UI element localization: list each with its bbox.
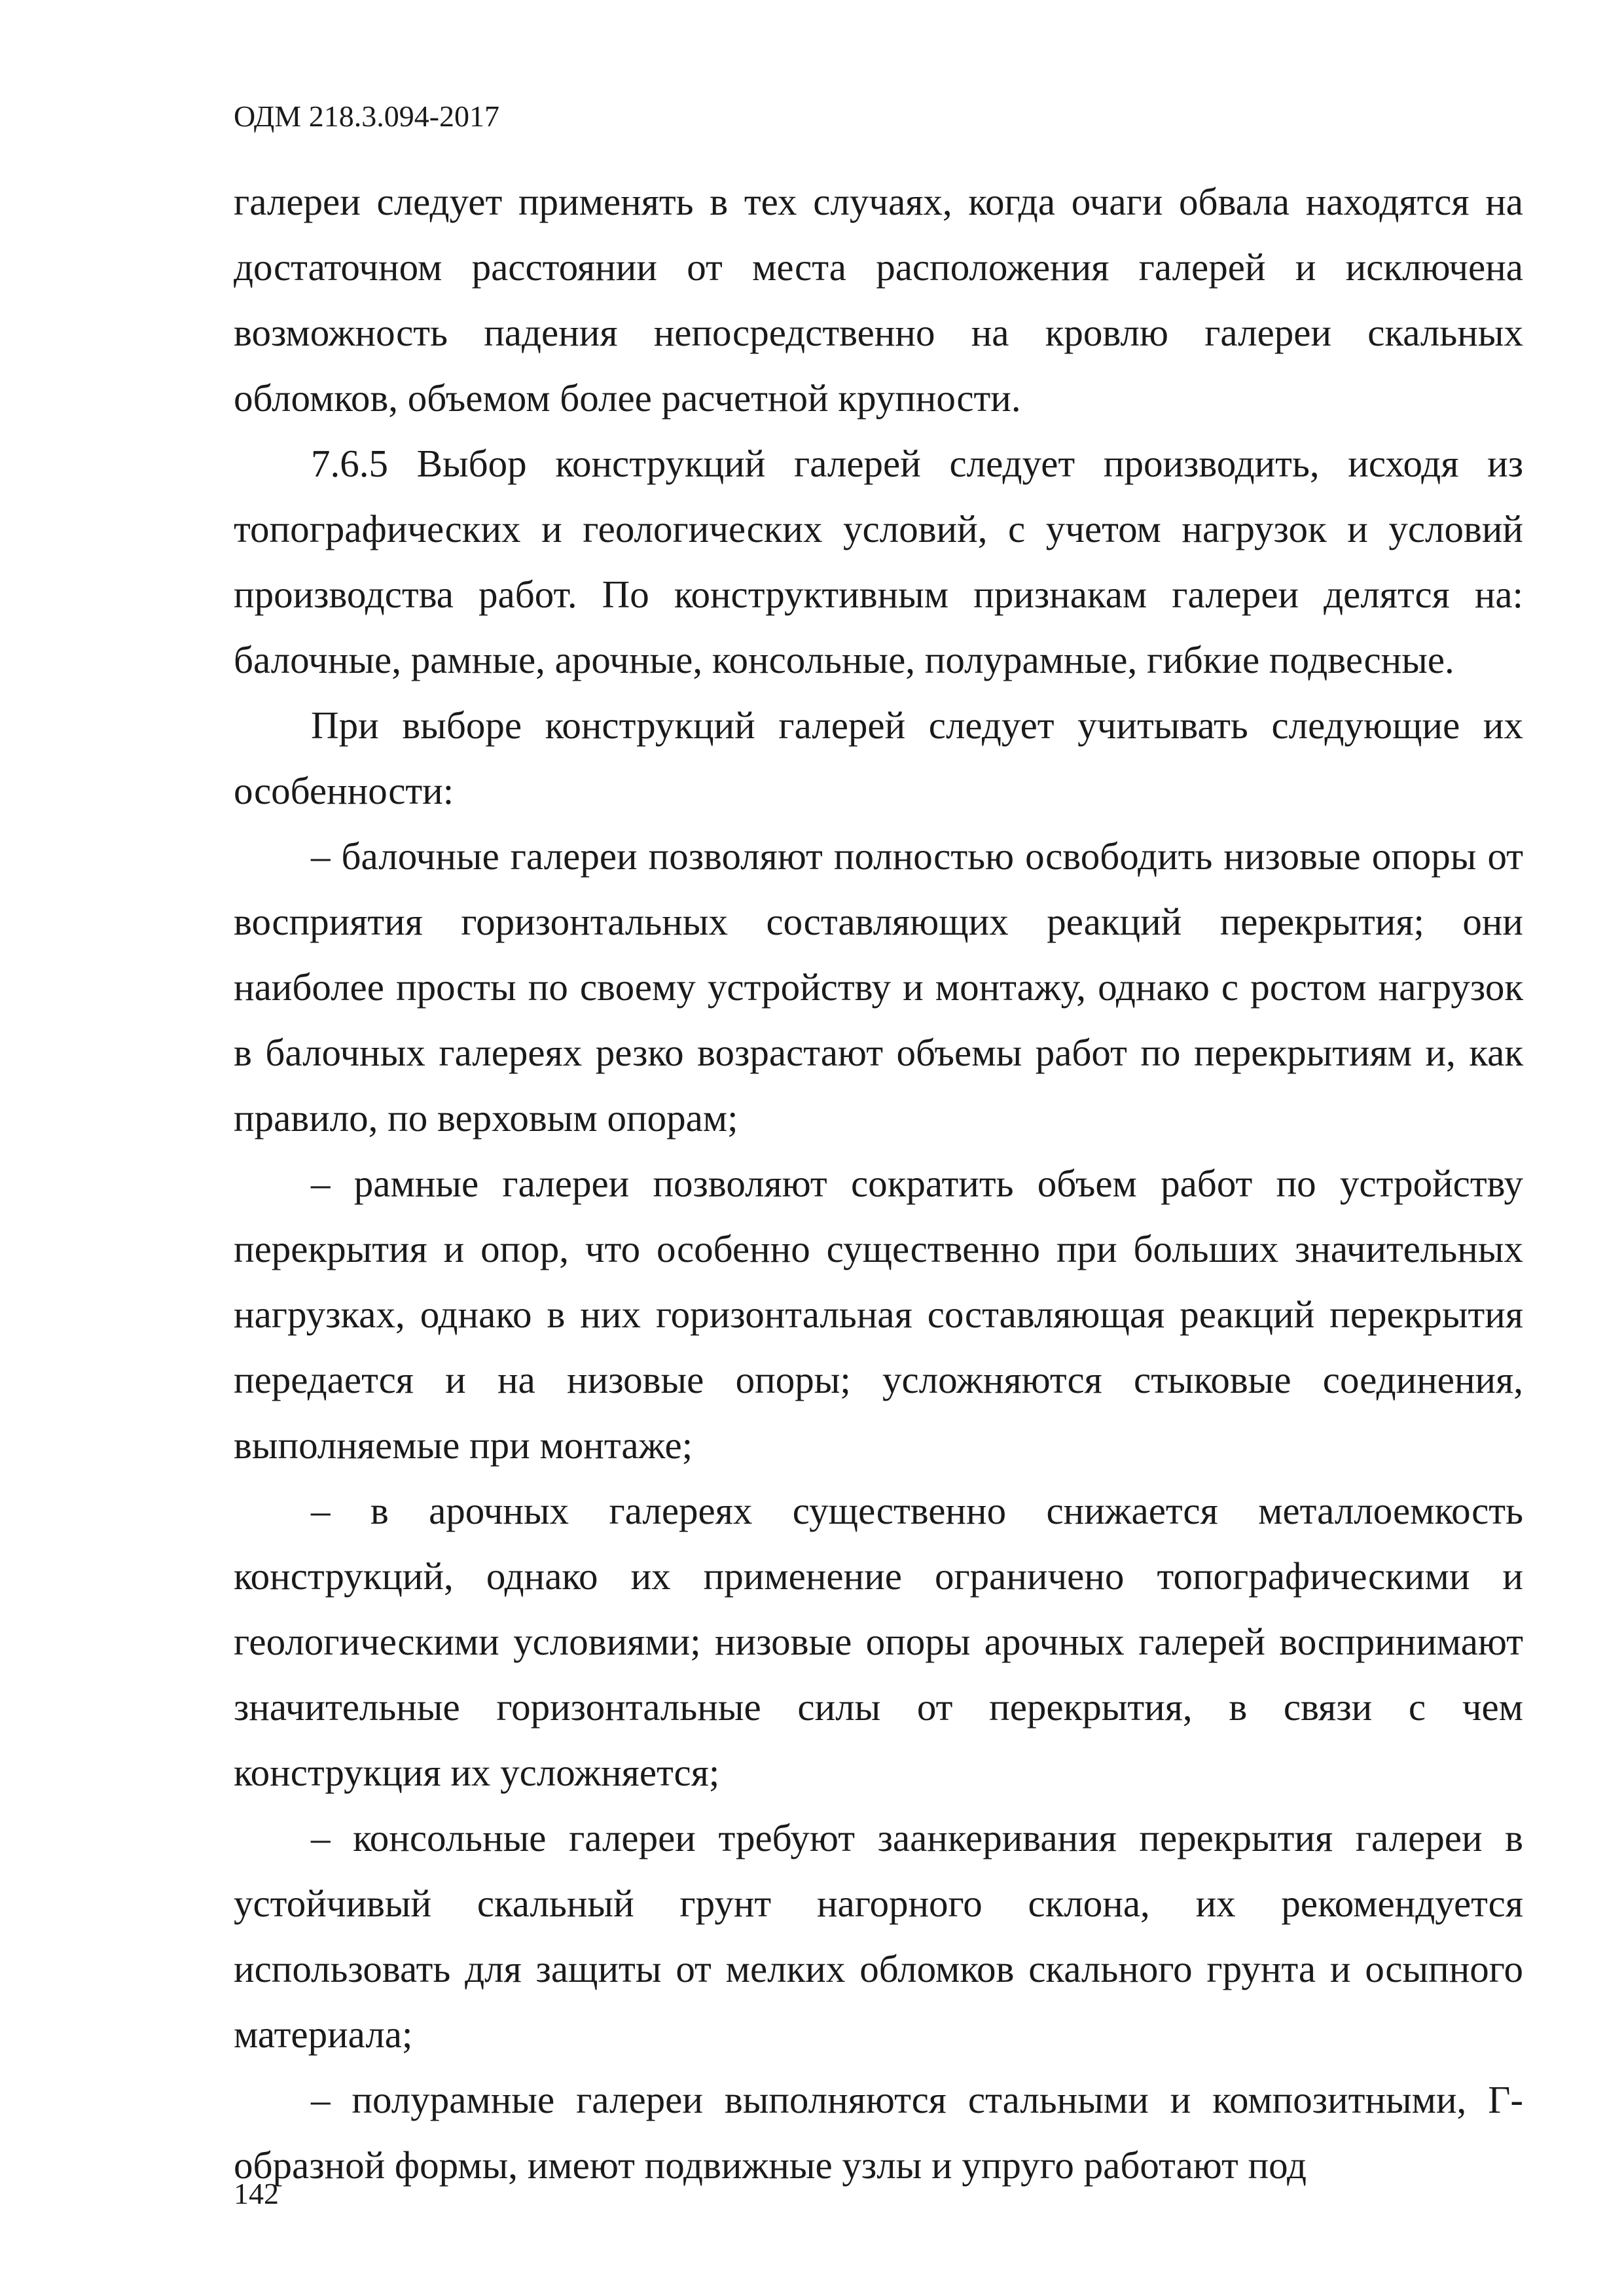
list-item-cantilever-galleries: – консольные галереи требуют заанкеривания перекрытия галереи в устойчивый скальный грунт нагорного склона, их рекомендуется использовать для защиты от мелких обломков скального грунта и осыпного материала; [234,1816,1523,2056]
list-item-arch-galleries: – в арочных галереях существенно снижается металлоемкость конструкций, однако их применение ограничено топографическими и геологическими условиями; низовые опоры арочных галерей воспринимают значительные горизонтальные силы от перекрытия, в связи с чем конструкция их усложняется; [234,1489,1523,1794]
paragraph-clause-7-6-5: 7.6.5 Выбор конструкций галерей следует производить, исходя из топографических и геологических условий, с учетом нагрузок и условий производства работ. По конструктивным признакам галереи делятся на: балочные, рамные, арочные, консольные, полурамные, гибкие подвесные. [234,442,1523,681]
page-number: 142 [234,2177,279,2210]
document-code-header: ОДМ 218.3.094-2017 [234,99,500,133]
list-item-half-frame-galleries: – полурамные галереи выполняются стальными и композитными, Г-образной формы, имеют подвижные узлы и упруго работают под [234,2078,1523,2187]
paragraph-continuation: галереи следует применять в тех случаях, когда очаги обвала находятся на достаточном расстоянии от места расположения галерей и исключена возможность падения непосредственно на кровлю галереи скальных обломков, объемом более расчетной крупности. [234,180,1523,420]
list-item-beam-galleries: – балочные галереи позволяют полностью освободить низовые опоры от восприятия горизонтальных составляющих реакций перекрытия; они наиболее просты по своему устройству и монтажу, однако с ростом нагрузок в балочных галереях резко возрастают объемы работ по перекрытиям и, как правило, по верховым опорам; [234,834,1523,1139]
list-item-frame-galleries: – рамные галереи позволяют сократить объем работ по устройству перекрытия и опор, что особенно существенно при больших значительных нагрузках, однако в них горизонтальная составляющая реакций перекрытия передается и на низовые опоры; усложняются стыковые соединения, выполняемые при монтаже; [234,1162,1523,1467]
paragraph-selection-intro: При выборе конструкций галерей следует учитывать следующие их особенности: [234,704,1523,812]
page-body [234,169,1523,2198]
